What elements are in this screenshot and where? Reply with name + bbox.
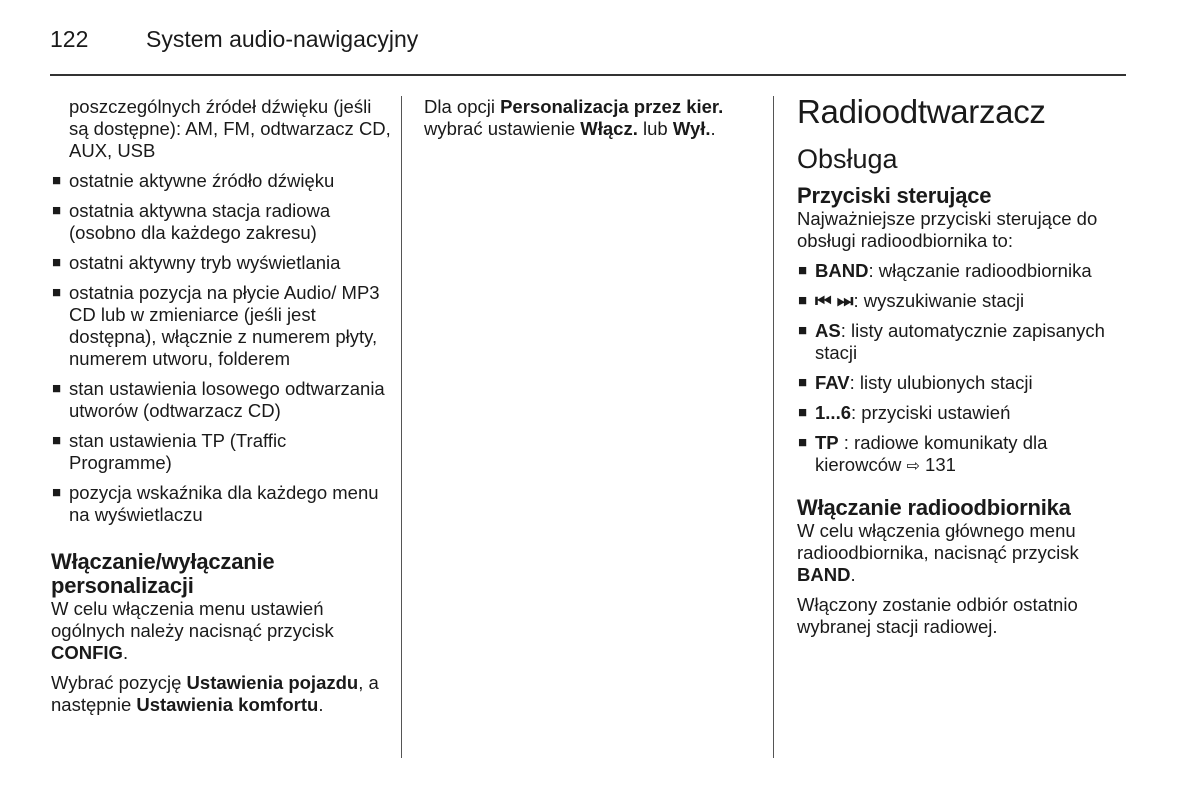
key-presets: 1...6 <box>815 402 851 423</box>
bullet-icon: ■ <box>798 404 808 421</box>
list-item: ■ stan ustawienia losowego odtwarzania utworów (odtwarzacz CD) <box>52 378 385 421</box>
page-reference: 131 <box>925 454 956 475</box>
list-item: ■ FAV: listy ulubionych stacji <box>798 372 1033 393</box>
option-on: Włącz. <box>580 118 638 139</box>
bullet-icon: ■ <box>52 284 62 301</box>
list-item: ■ ostatnia aktywna stacja radiowa (osobno dla każdego zakresu) <box>52 200 331 243</box>
list-item: ■ BAND: włączanie radioodbiornika <box>798 260 1092 281</box>
key-band: BAND <box>815 260 869 281</box>
page-number: 122 <box>50 26 89 52</box>
list-item: ■ AS: listy automatycznie zapisanych stacji <box>798 320 1105 363</box>
menu-item-comfort-settings: Ustawienia komfortu <box>136 694 319 715</box>
bullet-icon: ■ <box>52 380 62 397</box>
key-fav: FAV <box>815 372 850 393</box>
bullet-icon: ■ <box>798 262 808 279</box>
column-middle <box>424 96 764 148</box>
paragraph-settings: Wybrać pozycję Ustawienia pojazdu, a następnie Ustawienia komfortu. <box>51 672 379 715</box>
bullet-icon: ■ <box>798 374 808 391</box>
key-tp: TP <box>815 432 839 453</box>
paragraph-personalization-option: Dla opcji Personalizacja przez kier. wybrać ustawienie Włącz. lub Wył.. <box>424 96 724 139</box>
bullet-icon: ■ <box>798 434 808 451</box>
list-item: ■ stan ustawienia TP (Traffic Programme) <box>52 430 287 473</box>
bullet-icon: ■ <box>52 254 62 271</box>
column-divider-2 <box>773 96 774 758</box>
bullet-icon: ■ <box>798 292 808 309</box>
list-item: ■ ostatni aktywny tryb wyświetlania <box>52 252 341 273</box>
paragraph-config: W celu włączenia menu ustawień ogólnych należy nacisnąć przycisk CONFIG. <box>51 598 334 663</box>
header-divider <box>50 74 1126 76</box>
running-title: System audio-nawigacyjny <box>146 26 419 52</box>
bullet-icon: ■ <box>52 172 62 189</box>
section-heading-personalization: Włączanie/wyłączanie personalizacji <box>51 549 275 598</box>
list-item: ■ TP : radiowe komunikaty dla kierowców ⇨ 131 <box>798 432 1048 475</box>
key-band-ref: BAND <box>797 564 851 585</box>
section-title: Obsługa <box>797 144 898 174</box>
column-divider-1 <box>401 96 402 758</box>
bullet-icon: ■ <box>52 202 62 219</box>
list-item: ■ 1...6: przyciski ustawień <box>798 402 1011 423</box>
page-header <box>50 26 418 60</box>
list-item: ■ ostatnie aktywne źródło dźwięku <box>52 170 335 191</box>
page-reference-icon: ⇨ <box>906 458 920 475</box>
bullet-list <box>51 170 391 526</box>
paragraph-last-station: Włączony zostanie odbiór ostatnio wybranej stacji radiowej. <box>797 594 1078 637</box>
option-name: Personalizacja przez kier. <box>500 96 724 117</box>
list-item: ■ ⏮ ⏭: wyszukiwanie stacji <box>798 290 1025 311</box>
menu-item-vehicle-settings: Ustawienia pojazdu <box>186 672 359 693</box>
bullet-icon: ■ <box>798 322 808 339</box>
key-as: AS <box>815 320 841 341</box>
config-key: CONFIG <box>51 642 123 663</box>
bullet-continuation: poszczególnych źródeł dźwięku (jeśli są dostępne): AM, FM, odtwarzacz CD, AUX, USB <box>69 96 391 161</box>
bullet-icon: ■ <box>52 484 62 501</box>
list-item: ■ pozycja wskaźnika dla każdego menu na wyświetlaczu <box>52 482 379 525</box>
seek-prev-next-icon: ⏮ ⏭ <box>815 290 854 311</box>
chapter-title: Radioodtwarzacz <box>797 93 1046 130</box>
bullet-icon: ■ <box>52 432 62 449</box>
keys-list <box>797 260 1137 478</box>
subsection-title-keys: Przyciski sterujące <box>797 183 992 208</box>
option-off: Wył. <box>672 118 711 139</box>
paragraph-keys-intro: Najważniejsze przyciski sterujące do obsługi radioodbiornika to: <box>797 208 1098 251</box>
paragraph-radio-on: W celu włączenia głównego menu radioodbiornika, nacisnąć przycisk BAND. <box>797 520 1079 585</box>
column-right <box>797 93 1137 646</box>
column-left <box>51 96 391 724</box>
subsection-title-radio-on: Włączanie radioodbiornika <box>797 495 1071 520</box>
list-item: ■ ostatnia pozycja na płycie Audio/ MP3 CD lub w zmieniarce (jeśli jest dostępna), włącznie z numerem płyty, numerem utworu, folderem <box>52 282 380 369</box>
